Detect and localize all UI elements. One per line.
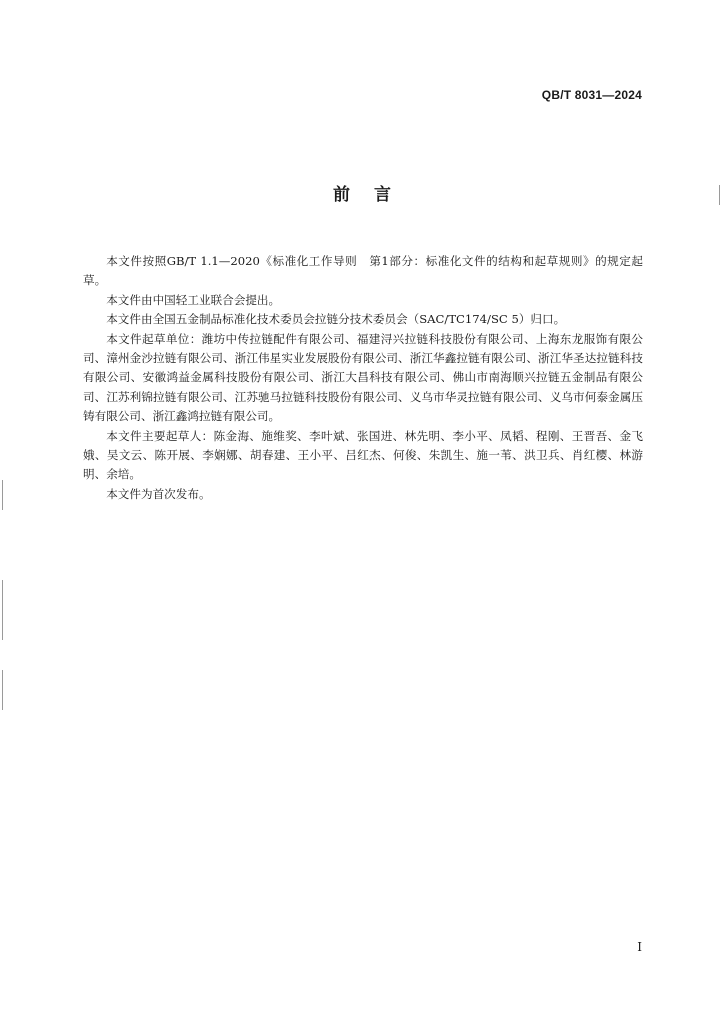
page-title: 前言 xyxy=(333,185,415,205)
scan-edge-mark xyxy=(2,670,3,710)
foreword-body xyxy=(83,252,643,504)
page-number: I xyxy=(637,940,642,954)
paragraph-drafting-basis: 本文件按照GB/T 1.1—2020《标准化工作导则 第1部分：标准化文件的结构和起草规则》的规定起草。 xyxy=(83,254,643,288)
paragraph-drafting-units: 本文件起草单位：潍坊中传拉链配件有限公司、福建浔兴拉链科技股份有限公司、上海东龙服饰有限公司、漳州金沙拉链有限公司、浙江伟星实业发展股份有限公司、浙江华鑫拉链有限公司、浙江华圣达拉链科技有限公司、安徽鸿益金属科技股份有限公司、浙江大昌科技有限公司、佛山市南海顺兴拉链五金制品有限公司、江苏利锦拉链有限公司、江苏驰马拉链科技股份有限公司、义乌市华灵拉链有限公司、义乌市何泰金属压铸有限公司、浙江鑫鸿拉链有限公司。 xyxy=(83,331,643,424)
paragraph-administrator: 本文件由全国五金制品标准化技术委员会拉链分技术委员会（SAC/TC174/SC 5）归口。 xyxy=(106,312,566,327)
scan-edge-mark xyxy=(2,480,3,510)
document-code: QB/T 8031—2024 xyxy=(541,88,642,102)
paragraph-proposer: 本文件由中国轻工业联合会提出。 xyxy=(106,292,281,307)
scan-edge-mark xyxy=(719,185,720,205)
paragraph-drafters: 本文件主要起草人：陈金海、施维奖、李叶斌、张国进、林先明、李小平、凤韬、程刚、王晋吾、金飞娥、吴文云、陈开展、李娴娜、胡春建、王小平、吕红杰、何俊、朱凯生、施一苇、洪卫兵、肖红樱、林游明、余培。 xyxy=(83,428,643,482)
paragraph-release-note: 本文件为首次发布。 xyxy=(106,486,211,501)
scan-edge-mark xyxy=(2,580,3,640)
